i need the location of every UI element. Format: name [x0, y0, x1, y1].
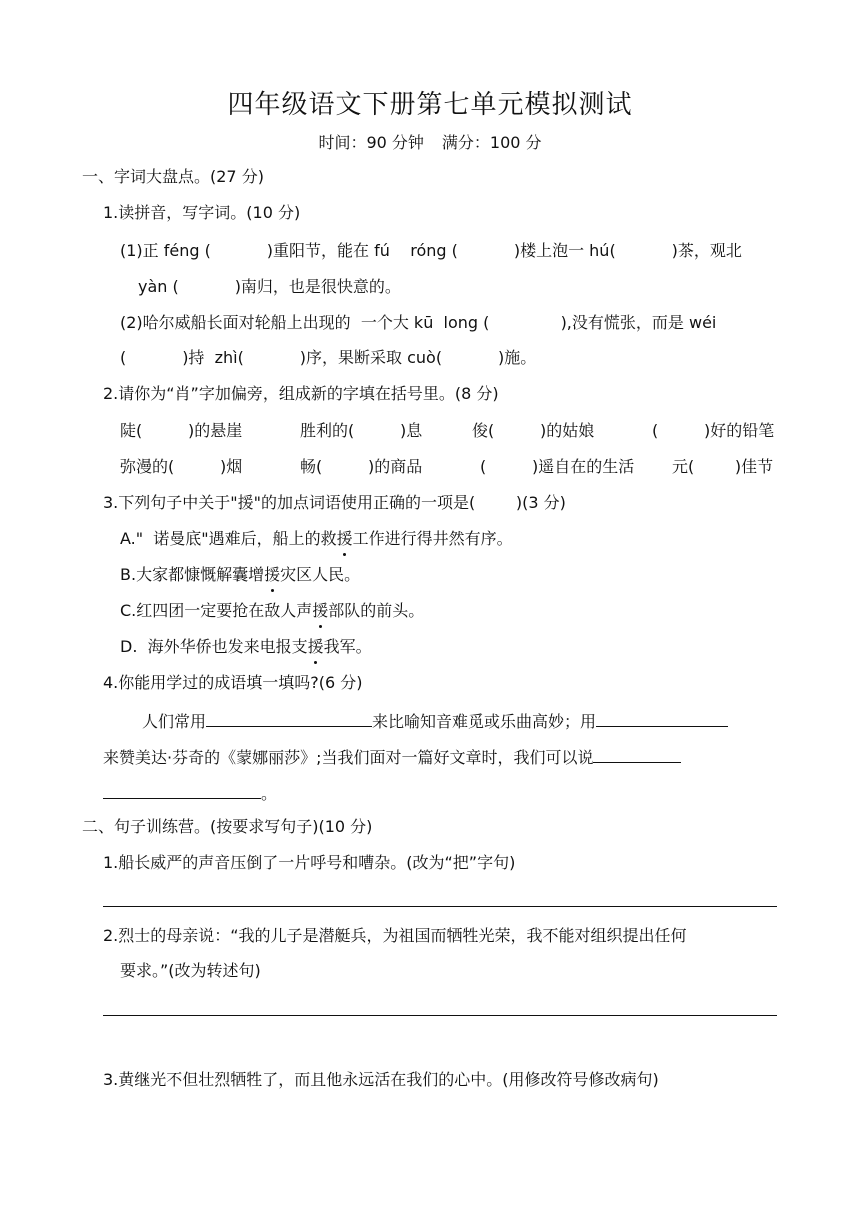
option-d	[120, 636, 372, 658]
option-c-text: C.红四团一定要抢在敌人声	[120, 601, 313, 620]
sentence-q3: 3.黄继光不但壮烈牺牲了，而且他永远活在我们的心中。(用修改符号修改病句)	[103, 1070, 659, 1089]
answer-blank[interactable]	[596, 708, 728, 727]
pinyin-line-2: yàn ( )南归，也是很快意的。	[138, 277, 401, 296]
xiao-item: 俊( )的姑娘	[472, 421, 595, 440]
answer-blank[interactable]	[103, 780, 261, 799]
emphasis-dot-char: 援	[264, 565, 281, 584]
idiom-para-line-1	[142, 708, 728, 733]
idiom-text: 来赞美达·芬奇的《蒙娜丽莎》;当我们面对一篇好文章时，我们可以说	[103, 748, 594, 767]
section-1-heading: 一、字词大盘点。(27 分)	[82, 167, 264, 186]
idiom-text: 。	[261, 784, 278, 803]
xiao-item: 弥漫的( )烟	[120, 457, 243, 476]
pinyin-line-4: ( )持 zhì( )序，果断采取 cuò( )施。	[120, 348, 537, 367]
option-c	[120, 600, 424, 622]
xiao-item: ( )好的铅笔	[652, 421, 775, 440]
sentence-q2-line-2: 要求。”(改为转述句)	[120, 961, 261, 980]
answer-line[interactable]	[103, 1015, 777, 1016]
option-d-text-end: 我军。	[323, 637, 372, 656]
xiao-item: 畅( )的商品	[300, 457, 423, 476]
option-a-text-end: 工作进行得井然有序。	[352, 529, 513, 548]
sentence-q1: 1.船长威严的声音压倒了一片呼号和嘈杂。(改为“把”字句)	[103, 853, 516, 872]
sentence-q2-line-1: 2.烈士的母亲说：“我的儿子是潜艇兵，为祖国而牺牲光荣，我不能对组织提出任何	[103, 926, 687, 945]
option-b-text-end: 灾区人民。	[280, 565, 361, 584]
xiao-row-2	[120, 456, 780, 478]
option-a-text: A." 诺曼底"遇难后，船上的救	[120, 529, 337, 548]
idiom-para-line-2	[103, 744, 681, 769]
idiom-para-line-3	[103, 780, 277, 805]
option-d-text: D. 海外华侨也发来电报支	[120, 637, 308, 656]
xiao-row-1	[120, 420, 780, 442]
pinyin-line-3: (2)哈尔威船长面对轮船上出现的 一个大 kū long ( ),没有慌张，而是 wéi	[120, 313, 717, 332]
idiom-text: 人们常用	[142, 712, 207, 731]
exam-info	[0, 130, 860, 153]
answer-blank[interactable]	[206, 708, 372, 727]
option-a	[120, 528, 513, 550]
xiao-item: 陡( )的悬崖	[120, 421, 243, 440]
option-c-text-end: 部队的前头。	[328, 601, 425, 620]
full-score: 满分：100 分	[441, 133, 542, 152]
pinyin-line-1: (1)正 féng ( )重阳节，能在 fú róng ( )楼上泡一 hú( )茶，观北	[120, 241, 742, 260]
question-2-label: 2.请你为“肖”字加偏旁，组成新的字填在括号里。(8 分)	[103, 384, 499, 403]
page-title: 四年级语文下册第七单元模拟测试	[227, 90, 633, 120]
emphasis-dot-char: 援	[336, 529, 353, 548]
emphasis-dot-char: 援	[312, 601, 329, 620]
time-limit: 时间：90 分钟	[318, 133, 424, 152]
answer-blank[interactable]	[593, 744, 681, 763]
question-3-label: 3.下列句子中关于"援"的加点词语使用正确的一项是( )(3 分)	[103, 493, 566, 512]
xiao-item: ( )遥自在的生活	[480, 457, 635, 476]
xiao-item: 胜利的( )息	[300, 421, 423, 440]
idiom-text: 来比喻知音难觅或乐曲高妙；用	[372, 712, 597, 731]
option-b	[120, 564, 360, 586]
emphasis-dot-char: 援	[307, 637, 324, 656]
section-2-heading: 二、句子训练营。(按要求写句子)(10 分)	[82, 817, 373, 836]
answer-line[interactable]	[103, 906, 777, 907]
xiao-item: 元( )佳节	[672, 457, 774, 476]
option-b-text: B.大家都慷慨解囊增	[120, 565, 265, 584]
question-4-label: 4.你能用学过的成语填一填吗?(6 分)	[103, 673, 363, 692]
question-1-label: 1.读拼音，写字词。(10 分)	[103, 203, 301, 222]
